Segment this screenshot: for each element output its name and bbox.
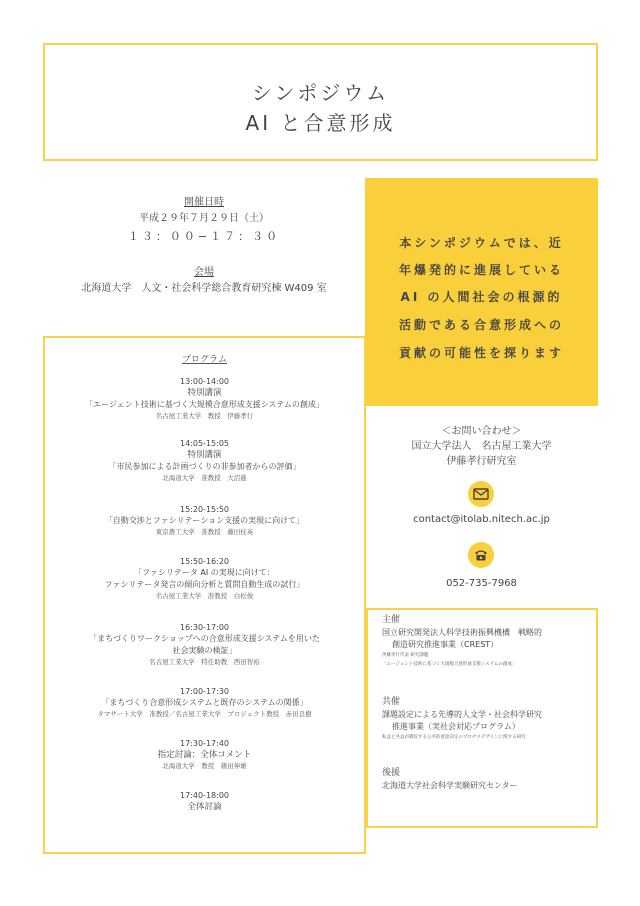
program-heading: プログラム (182, 355, 227, 365)
program-session (45, 686, 364, 720)
session-title: 「自動交渉とファシリテーション支援の実現に向けて」 (104, 516, 305, 525)
event-date: 平成２９年７月２９日（土） (139, 213, 269, 224)
session-kind: 全体討論 (187, 802, 222, 812)
contact-email[interactable]: contact@itolab.nitech.ac.jp (413, 514, 550, 525)
session-speaker: 北海道大学 教授 篠田伸雄 (162, 762, 247, 770)
summary-line: 本シンポジウムでは、近 (399, 236, 564, 250)
session-speaker: 名古屋工業大学 准教授 白松俊 (155, 592, 254, 600)
contact-phone[interactable]: 052-735-7968 (446, 578, 517, 589)
organizer-box (366, 608, 598, 828)
session-title: 「ファシリテータ AI の実現に向けて： (134, 568, 275, 577)
summary-line: AI の人間社会の根源的 (400, 290, 563, 304)
session-title: 「まちづくりワークショップへの合意形成支援システムを用いた (89, 634, 320, 643)
cohost-line: 推進事業（実社会対応プログラム） (392, 722, 520, 731)
session-time: 13:00-14:00 (180, 377, 229, 386)
session-time: 17:00-17:30 (180, 687, 229, 696)
event-venue: 北海道大学 人文・社会科学総合教育研究棟 W409 室 (81, 283, 327, 294)
program-session (45, 504, 364, 538)
session-kind: 指定討論：全体コメント (157, 750, 252, 760)
program-session (45, 556, 364, 602)
session-title: 「まちづくり合意形成システムと既存のシステムの関係」 (101, 698, 308, 707)
program-session (45, 438, 364, 484)
cohost-block (382, 696, 590, 742)
title-line-1: シンポジウム (251, 81, 390, 105)
session-time: 17:30-17:40 (180, 739, 229, 748)
program-session (45, 376, 364, 422)
date-label: 開催日時 (184, 197, 224, 208)
session-speaker: 名古屋工業大学 教授 伊藤孝行 (155, 412, 254, 420)
contact-heading: ＜お問い合わせ＞ (441, 426, 522, 437)
session-title-cont: ファシリテータ発言の傾向分析と質問自動生成の試行」 (104, 580, 305, 589)
session-speaker: タマサート大学 准教授／名古屋工業大学 プロジェクト教授 赤田良樹 (97, 710, 312, 718)
host-note: 「エージェント技術に基づく大規模合意形成支援システムの創成」 (382, 662, 517, 667)
phone-icon (468, 542, 494, 568)
session-kind: 特別講演 (187, 450, 222, 460)
session-time: 15:50-16:20 (180, 557, 229, 566)
session-speaker: 東京農工大学 准教授 藤田桂英 (155, 528, 254, 536)
host-label: 主催 (382, 615, 401, 625)
cohost-line: 課題設定による先導的人文学・社会科学研究 (382, 710, 542, 719)
contact-block (365, 424, 598, 469)
summary-line: 年爆発的に進展している (398, 263, 564, 277)
summary-line: 貢献の可能性を探ります (398, 346, 564, 360)
host-line: 国立研究開発法人科学技術振興機構 戦略的 (382, 628, 542, 637)
session-speaker: 名古屋工業大学 特任助教 西田智裕 (149, 658, 260, 666)
session-time: 16:30-17:00 (180, 623, 229, 632)
title-box (43, 43, 598, 161)
host-note: 伊藤孝行代表 研究課題 (382, 653, 429, 658)
session-title: 「市民参加による計画づくりの非参加者からの評価」 (108, 462, 301, 471)
contact-org: 国立大学法人 名古屋工業大学 (411, 441, 552, 452)
summary-line: 活動である合意形成への (398, 318, 564, 332)
session-speaker: 北海道大学 准教授 大沼進 (162, 474, 247, 482)
host-block (382, 614, 590, 669)
program-box (43, 336, 366, 854)
support-line: 北海道大学社会科学実験研究センター (382, 781, 518, 790)
session-time: 15:20-15:50 (180, 505, 229, 514)
venue-label: 会場 (194, 267, 214, 278)
session-title: 「エージェント技術に基づく大規模合意形成支援システムの創成」 (85, 400, 324, 409)
program-session (45, 738, 364, 772)
session-kind: 特別講演 (187, 388, 222, 398)
event-time: １３：００−１７：３０ (127, 230, 281, 243)
summary-panel (365, 178, 598, 406)
support-label: 後援 (382, 768, 401, 778)
cohost-note: 私益と共益が錯綜する公共的意思決定のプロセスデザインに関する研究 (382, 735, 526, 740)
session-time: 14:05-15:05 (180, 439, 229, 448)
mail-icon (468, 481, 494, 507)
program-session (45, 622, 364, 668)
date-venue-block (43, 195, 365, 297)
session-title-cont: 社会実験の検証」 (172, 646, 237, 655)
cohost-label: 共催 (382, 697, 401, 707)
title-line-2: AI と合意形成 (245, 111, 396, 135)
session-time: 17:40-18:00 (180, 791, 229, 800)
program-session (45, 790, 364, 813)
contact-lab: 伊藤孝行研究室 (446, 456, 517, 467)
host-line: 創造研究推進事業（CREST） (392, 640, 499, 649)
support-block (382, 767, 590, 792)
